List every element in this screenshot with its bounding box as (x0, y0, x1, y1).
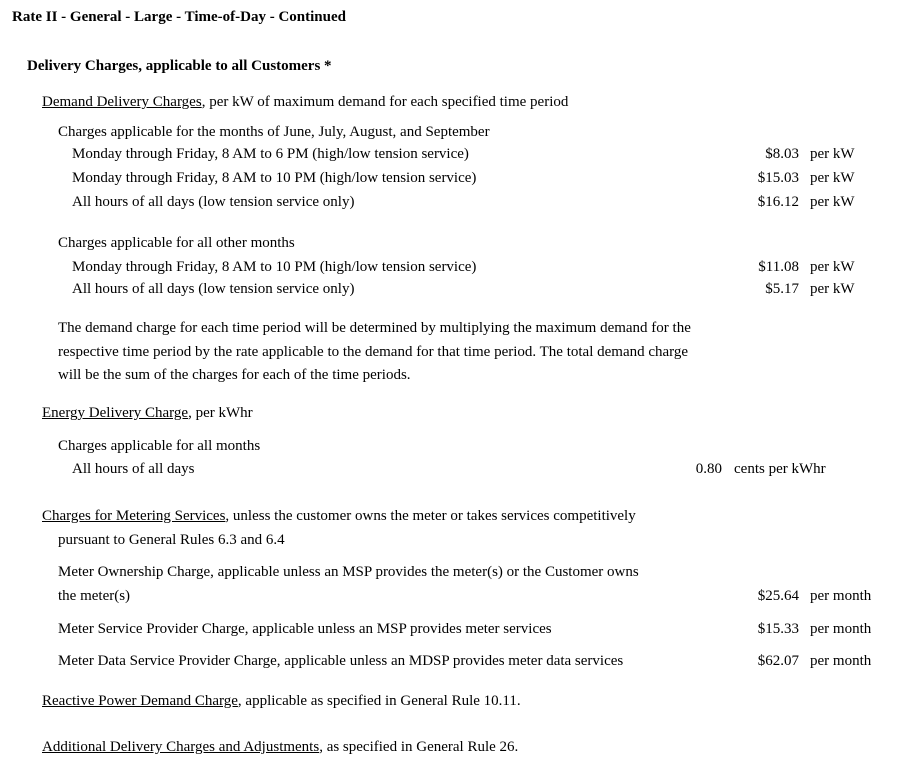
section-title: Delivery Charges, applicable to all Customers * (27, 58, 332, 74)
energy-heading (42, 404, 253, 422)
metering-heading-line-2: pursuant to General Rules 6.3 and 6.4 (58, 532, 285, 548)
demand-heading-rest: , per kW of maximum demand for each specified time period (201, 94, 569, 110)
summer-row-3-unit: per kW (810, 194, 855, 210)
summer-row-1-desc: Monday through Friday, 8 AM to 6 PM (high/low tension service) (72, 146, 469, 162)
energy-row-price: 0.80 (695, 461, 722, 477)
demand-heading-underlined: Demand Delivery Charges (42, 94, 202, 110)
demand-heading (42, 93, 568, 111)
ownership-unit: per month (810, 588, 872, 604)
summer-row-2-desc: Monday through Friday, 8 AM to 10 PM (high/low tension service) (72, 170, 477, 186)
reactive-heading-rest: , applicable as specified in General Rule 10.11. (237, 693, 521, 709)
other-row-1-price: $11.08 (758, 259, 799, 275)
energy-row-unit: cents per kWhr (734, 461, 826, 477)
mdsp-price: $62.07 (757, 653, 799, 669)
summer-row-3-price: $16.12 (757, 194, 799, 210)
summer-row-2-price: $15.03 (757, 170, 799, 186)
summer-row-2-unit: per kW (810, 170, 855, 186)
summer-row-1-price: $8.03 (765, 146, 799, 162)
mdsp-desc: Meter Data Service Provider Charge, applicable unless an MDSP provides meter data services (58, 653, 624, 669)
energy-heading-rest: , per kWhr (188, 405, 253, 421)
msp-unit: per month (810, 621, 872, 637)
reactive-heading (42, 692, 521, 710)
ownership-desc-line-1: Meter Ownership Charge, applicable unless an MSP provides the meter(s) or the Customer owns (58, 564, 639, 580)
reactive-heading-underlined: Reactive Power Demand Charge (42, 693, 238, 709)
additional-heading-underlined: Additional Delivery Charges and Adjustments (42, 739, 320, 755)
other-row-1-desc: Monday through Friday, 8 AM to 10 PM (high/low tension service) (72, 259, 477, 275)
other-row-1-unit: per kW (810, 259, 855, 275)
demand-note-line-2: respective time period by the rate applicable to the demand for that time period. The total demand charge (58, 344, 689, 360)
metering-heading-underlined: Charges for Metering Services (42, 508, 226, 524)
other-row-2-unit: per kW (810, 281, 855, 297)
msp-desc: Meter Service Provider Charge, applicable unless an MSP provides meter services (58, 621, 552, 637)
ownership-desc-line-2: the meter(s) (58, 588, 131, 604)
metering-heading-rest: , unless the customer owns the meter or takes services competitively (225, 508, 636, 524)
demand-note-line-1: The demand charge for each time period will be determined by multiplying the maximum demand for the (58, 320, 691, 336)
metering-heading (42, 507, 636, 525)
additional-heading (42, 738, 518, 756)
energy-heading-underlined: Energy Delivery Charge (42, 405, 189, 421)
additional-heading-rest: , as specified in General Rule 26. (319, 739, 519, 755)
other-row-2-desc: All hours of all days (low tension service only) (72, 281, 355, 297)
demand-note-line-3: will be the sum of the charges for each of the time periods. (58, 367, 411, 383)
ownership-price: $25.64 (757, 588, 799, 604)
summer-row-1-unit: per kW (810, 146, 855, 162)
other-row-2-price: $5.17 (765, 281, 799, 297)
page-title: Rate II - General - Large - Time-of-Day - Continued (12, 9, 346, 25)
mdsp-unit: per month (810, 653, 872, 669)
energy-row-desc: All hours of all days (72, 461, 195, 477)
msp-price: $15.33 (757, 621, 799, 637)
energy-label: Charges applicable for all months (58, 438, 261, 454)
summer-row-3-desc: All hours of all days (low tension service only) (72, 194, 355, 210)
summer-label: Charges applicable for the months of June, July, August, and September (58, 124, 490, 140)
other-months-label: Charges applicable for all other months (58, 235, 295, 251)
